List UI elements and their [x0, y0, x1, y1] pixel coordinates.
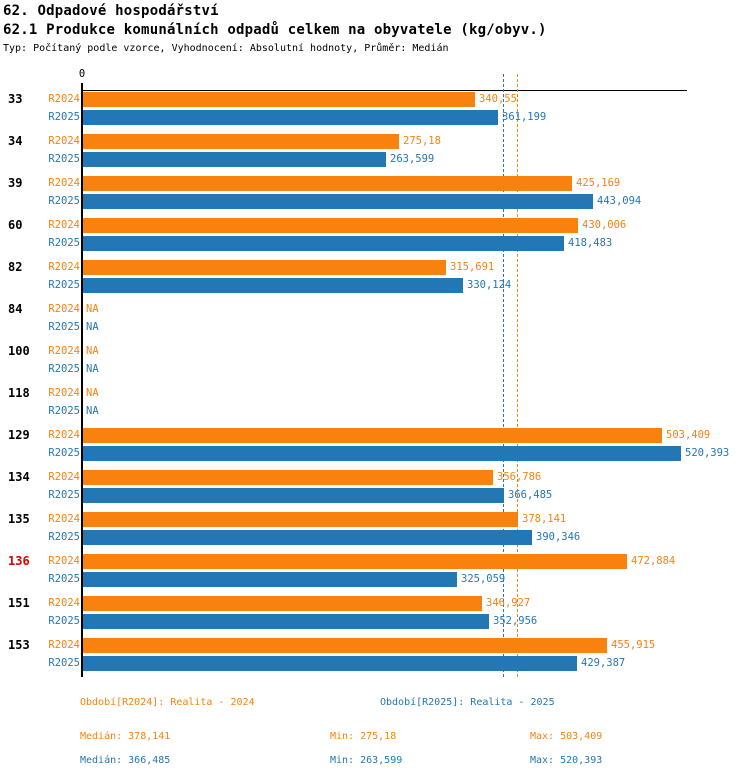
chart-row-group-134: [0, 470, 750, 506]
value-label-r2024-129: 503,409: [666, 429, 711, 441]
bar-r2025-136: [83, 572, 457, 587]
value-label-r2024-39: 425,169: [576, 177, 621, 189]
bar-r2024-151: [83, 596, 482, 611]
chart-row-group-39: [0, 176, 750, 212]
value-label-r2025-134: 366,485: [508, 489, 553, 501]
chart-row-group-153: [0, 638, 750, 674]
value-label-r2024-33: 340,55: [479, 93, 517, 105]
value-label-r2025-33: 361,199: [502, 111, 547, 123]
category-label-84: 84: [8, 302, 23, 316]
na-label-r2024-118: NA: [86, 387, 99, 399]
series-label-r2025: R2025: [48, 531, 80, 543]
chart-row-group-60: [0, 218, 750, 254]
series-label-r2024: R2024: [48, 387, 80, 399]
chart-row-group-135: [0, 512, 750, 548]
chart-row-group-100: [0, 344, 750, 380]
chart-row-group-151: [0, 596, 750, 632]
category-label-82: 82: [8, 260, 23, 274]
chart-row-group-136: [0, 554, 750, 590]
series-label-r2024: R2024: [48, 597, 80, 609]
category-label-136: 136: [8, 554, 30, 568]
series-label-r2025: R2025: [48, 279, 80, 291]
bar-r2024-134: [83, 470, 493, 485]
series-label-r2025: R2025: [48, 111, 80, 123]
bar-r2025-153: [83, 656, 577, 671]
bar-r2024-34: [83, 134, 399, 149]
value-label-r2025-129: 520,393: [685, 447, 730, 459]
value-label-r2025-60: 418,483: [568, 237, 613, 249]
category-label-129: 129: [8, 428, 30, 442]
series-label-r2025: R2025: [48, 405, 80, 417]
bar-r2025-60: [83, 236, 564, 251]
value-label-r2025-34: 263,599: [390, 153, 435, 165]
bar-r2025-151: [83, 614, 489, 629]
series-label-r2025: R2025: [48, 615, 80, 627]
value-label-r2025-153: 429,387: [581, 657, 626, 669]
na-label-r2024-84: NA: [86, 303, 99, 315]
category-label-34: 34: [8, 134, 23, 148]
series-label-r2024: R2024: [48, 135, 80, 147]
bar-r2025-33: [83, 110, 498, 125]
category-label-118: 118: [8, 386, 30, 400]
value-label-r2025-39: 443,094: [597, 195, 642, 207]
series-label-r2025: R2025: [48, 447, 80, 459]
chart-row-group-118: [0, 386, 750, 422]
chart-subtitle: 62.1 Produkce komunálních odpadů celkem na obyvatele (kg/obyv.): [3, 22, 547, 38]
chart-row-group-129: [0, 428, 750, 464]
bar-r2024-135: [83, 512, 518, 527]
value-label-r2024-136: 472,884: [631, 555, 676, 567]
na-label-r2025-84: NA: [86, 321, 99, 333]
bar-r2025-134: [83, 488, 504, 503]
na-label-r2024-100: NA: [86, 345, 99, 357]
series-label-r2024: R2024: [48, 513, 80, 525]
series-label-r2025: R2025: [48, 153, 80, 165]
chart-row-group-82: [0, 260, 750, 296]
value-label-r2024-60: 430,006: [582, 219, 627, 231]
bar-r2025-39: [83, 194, 593, 209]
value-label-r2024-153: 455,915: [611, 639, 656, 651]
bar-r2025-34: [83, 152, 386, 167]
legend-period-r2024: Období[R2024]: Realita - 2024: [80, 697, 255, 708]
value-label-r2024-34: 275,18: [403, 135, 441, 147]
chart-row-group-84: [0, 302, 750, 338]
chart-row-group-34: [0, 134, 750, 170]
bar-r2025-135: [83, 530, 532, 545]
series-label-r2024: R2024: [48, 639, 80, 651]
series-label-r2025: R2025: [48, 237, 80, 249]
value-label-r2024-135: 378,141: [522, 513, 567, 525]
value-label-r2025-151: 352,956: [493, 615, 538, 627]
value-label-r2024-82: 315,691: [450, 261, 495, 273]
na-label-r2025-100: NA: [86, 363, 99, 375]
stat-min-r2024: Min: 275,18: [330, 731, 397, 742]
stat-max-r2025: Max: 520,393: [530, 755, 603, 766]
series-label-r2025: R2025: [48, 489, 80, 501]
series-label-r2024: R2024: [48, 429, 80, 441]
stat-min-r2025: Min: 263,599: [330, 755, 403, 766]
chart-row-group-33: [0, 92, 750, 128]
series-label-r2024: R2024: [48, 219, 80, 231]
bar-r2024-33: [83, 92, 475, 107]
category-label-33: 33: [8, 92, 23, 106]
bar-r2025-129: [83, 446, 681, 461]
series-label-r2024: R2024: [48, 93, 80, 105]
bar-r2024-82: [83, 260, 446, 275]
category-label-60: 60: [8, 218, 23, 232]
value-label-r2025-135: 390,346: [536, 531, 581, 543]
category-label-39: 39: [8, 176, 23, 190]
series-label-r2025: R2025: [48, 363, 80, 375]
stat-median-r2025: Medián: 366,485: [80, 755, 171, 766]
category-label-151: 151: [8, 596, 30, 610]
page-title: 62. Odpadové hospodářství: [3, 3, 219, 19]
series-label-r2024: R2024: [48, 261, 80, 273]
na-label-r2025-118: NA: [86, 405, 99, 417]
bar-r2024-153: [83, 638, 607, 653]
stat-max-r2024: Max: 503,409: [530, 731, 603, 742]
axis-zero-tick-label: 0: [78, 68, 86, 80]
stat-median-r2024: Medián: 378,141: [80, 731, 171, 742]
legend-period-r2025: Období[R2025]: Realita - 2025: [380, 697, 555, 708]
series-label-r2024: R2024: [48, 345, 80, 357]
series-label-r2024: R2024: [48, 471, 80, 483]
category-label-134: 134: [8, 470, 30, 484]
series-label-r2025: R2025: [48, 321, 80, 333]
x-axis-line: [82, 90, 687, 91]
chart-meta-line: Typ: Počítaný podle vzorce, Vyhodnocení: Absolutní hodnoty, Průměr: Medián: [3, 43, 449, 54]
bar-r2024-129: [83, 428, 662, 443]
bar-r2024-136: [83, 554, 627, 569]
category-label-135: 135: [8, 512, 30, 526]
bar-r2024-60: [83, 218, 578, 233]
bar-r2025-82: [83, 278, 463, 293]
series-label-r2025: R2025: [48, 657, 80, 669]
series-label-r2025: R2025: [48, 573, 80, 585]
value-label-r2024-151: 346,927: [486, 597, 531, 609]
series-label-r2025: R2025: [48, 195, 80, 207]
value-label-r2025-136: 325,059: [461, 573, 506, 585]
category-label-153: 153: [8, 638, 30, 652]
series-label-r2024: R2024: [48, 177, 80, 189]
value-label-r2025-82: 330,124: [467, 279, 512, 291]
bar-r2024-39: [83, 176, 572, 191]
series-label-r2024: R2024: [48, 303, 80, 315]
series-label-r2024: R2024: [48, 555, 80, 567]
value-label-r2024-134: 356,786: [497, 471, 542, 483]
category-label-100: 100: [8, 344, 30, 358]
